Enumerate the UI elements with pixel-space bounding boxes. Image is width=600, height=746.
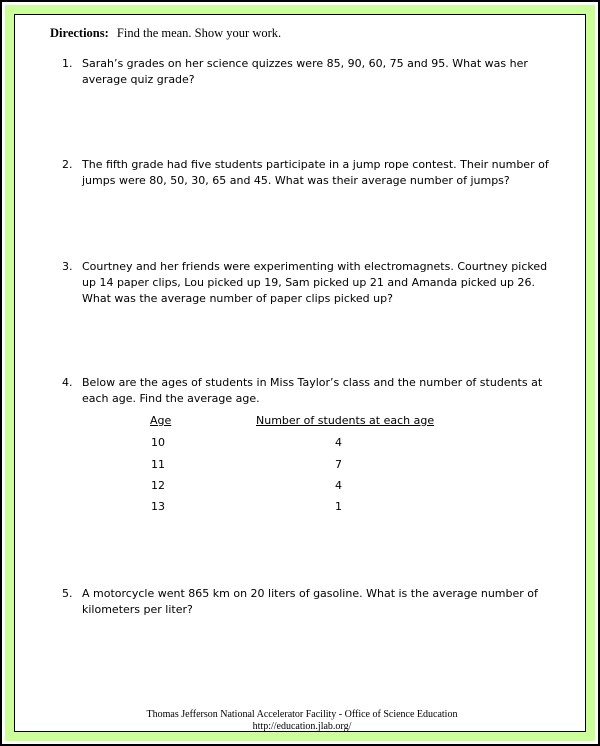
question-text: A motorcycle went 865 km on 20 liters of gasoline. What is the average number of kilometers per liter? <box>82 587 538 616</box>
table-cell-age: 12 <box>151 479 165 492</box>
inner-border <box>14 14 586 732</box>
directions-label: Directions: <box>50 26 109 40</box>
table-cell-count: 4 <box>335 436 342 449</box>
table-cell-age: 13 <box>151 500 165 513</box>
question-text: Sarah’s grades on her science quizzes were 85, 90, 60, 75 and 95. What was her average quiz grade? <box>82 57 528 86</box>
table-cell-count: 1 <box>335 500 342 513</box>
question-1 <box>62 56 560 88</box>
table-cell-count: 4 <box>335 479 342 492</box>
question-number: 3. <box>62 260 73 273</box>
table-header-age: Age <box>150 414 172 427</box>
directions-text: Find the mean. Show your work. <box>116 26 282 40</box>
question-text: The fifth grade had five students participate in a jump rope contest. Their number of jumps were 80, 50, 30, 65 and 45. What was their average number of jumps? <box>82 158 549 187</box>
table-cell-count: 7 <box>335 458 342 471</box>
table-cell-age: 10 <box>151 436 165 449</box>
question-4 <box>62 375 560 407</box>
question-text: Courtney and her friends were experimenting with electromagnets. Courtney picked up 14 paper clips, Lou picked up 19, Sam picked up 21 and Amanda picked up 26. What was the average number of paper clips picked up? <box>82 260 548 305</box>
question-number: 2. <box>62 158 73 171</box>
table-header-count: Number of students at each age <box>256 414 435 427</box>
table-cell-age: 11 <box>151 458 165 471</box>
question-text: Below are the ages of students in Miss Taylor’s class and the number of students at each age. Find the average age. <box>82 376 543 405</box>
directions <box>50 26 281 41</box>
question-number: 1. <box>62 57 73 70</box>
question-3 <box>62 259 560 307</box>
question-number: 4. <box>62 376 73 389</box>
question-number: 5. <box>62 587 73 600</box>
question-2 <box>62 157 560 189</box>
footer-url: http://education.jlab.org/ <box>252 721 352 732</box>
footer-organization: Thomas Jefferson National Accelerator Facility - Office of Science Education <box>146 709 458 720</box>
question-5 <box>62 586 560 618</box>
